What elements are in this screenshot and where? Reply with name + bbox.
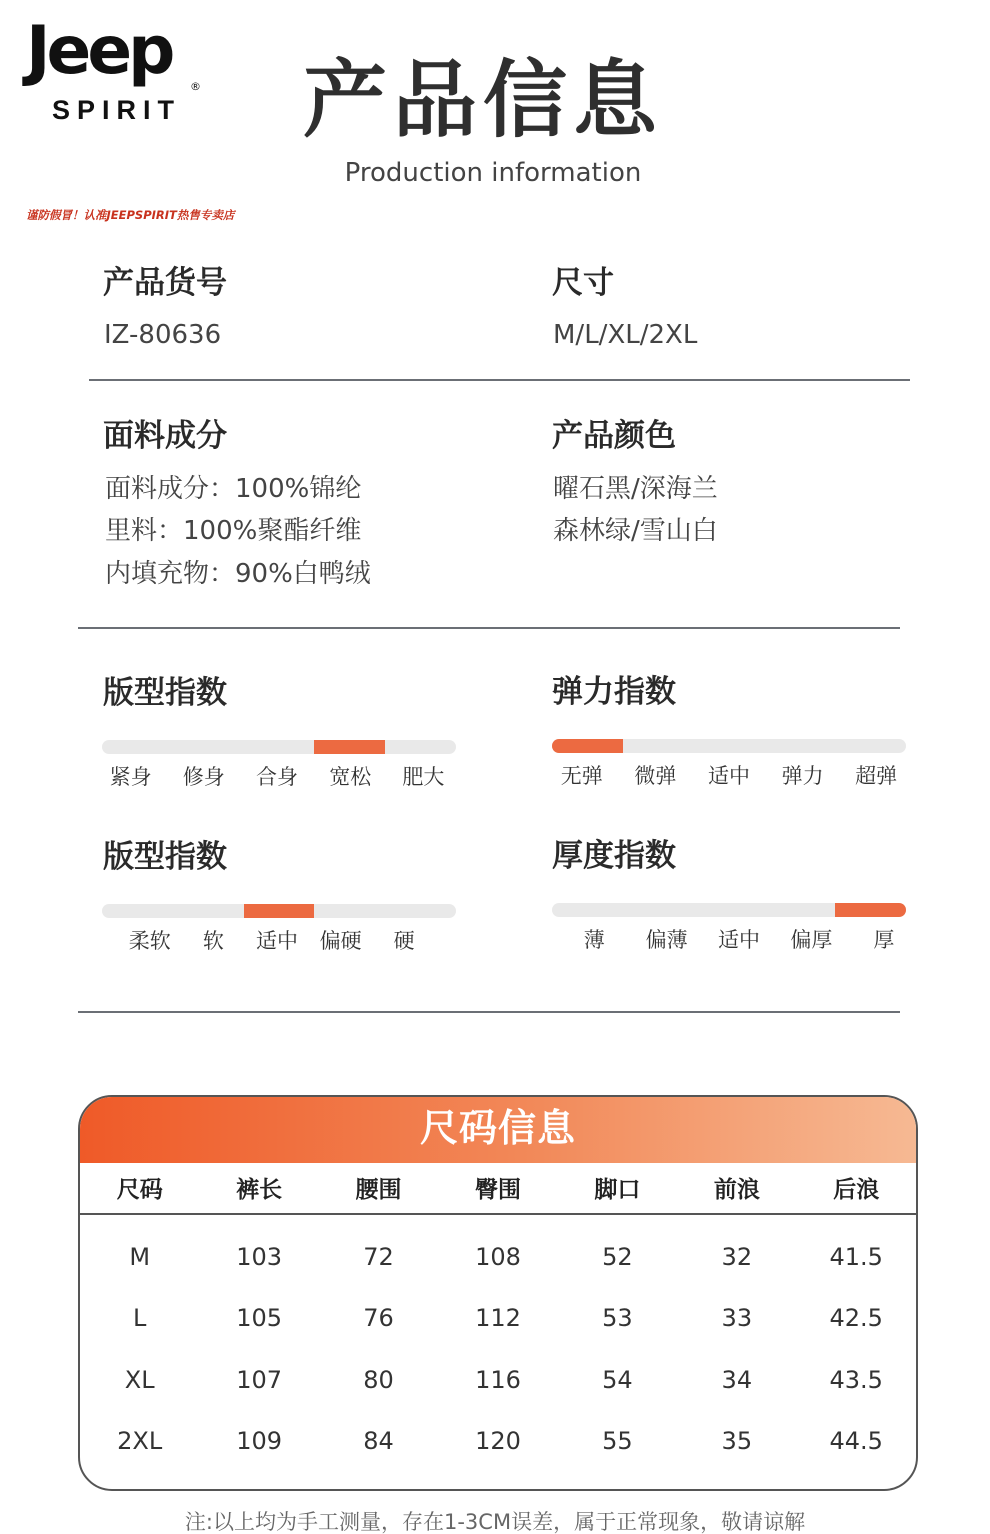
softness-index-fill <box>244 904 315 918</box>
thickness-index-options <box>558 930 920 951</box>
table-cell: L <box>133 1304 147 1332</box>
column-header: 臀围 <box>474 1177 521 1203</box>
index-option: 适中 <box>718 928 761 952</box>
fit-index-label: 版型指数 <box>103 675 227 711</box>
color-line: 曜石黑/深海兰 <box>553 474 718 504</box>
table-cell: 120 <box>475 1427 521 1455</box>
column-header: 尺码 <box>116 1177 163 1203</box>
fit-index-bar <box>102 740 456 754</box>
table-cell: 52 <box>602 1243 633 1271</box>
header-divider <box>80 1213 916 1215</box>
table-cell: 34 <box>721 1366 753 1394</box>
registered-mark: ® <box>190 80 201 93</box>
index-option: 无弹 <box>560 764 603 788</box>
table-cell: 76 <box>363 1304 394 1332</box>
table-row <box>80 1306 916 1330</box>
table-cell: 72 <box>363 1243 394 1271</box>
size-table-title: 尺码信息 <box>419 1106 576 1150</box>
index-option: 紧身 <box>109 765 152 789</box>
table-cell: 107 <box>236 1366 283 1394</box>
table-cell: 53 <box>602 1304 633 1332</box>
table-cell: 105 <box>236 1304 283 1332</box>
table-cell: M <box>129 1243 151 1271</box>
index-option: 修身 <box>182 765 225 789</box>
column-header: 裤长 <box>236 1177 283 1203</box>
table-cell: 42.5 <box>829 1304 883 1332</box>
index-option: 硬 <box>393 929 415 953</box>
index-option: 肥大 <box>402 765 445 789</box>
index-option: 超弹 <box>855 764 898 788</box>
column-header: 后浪 <box>833 1177 880 1203</box>
index-option: 偏厚 <box>790 928 833 952</box>
index-option: 适中 <box>255 929 298 953</box>
fit-index-fill <box>314 740 385 754</box>
index-option: 偏硬 <box>319 929 362 953</box>
page-title-wrap <box>0 51 990 149</box>
fit-index-options <box>94 767 460 788</box>
elasticity-index-fill <box>552 739 623 753</box>
table-cell: 54 <box>602 1366 633 1394</box>
table-cell: 108 <box>475 1243 521 1271</box>
size-table-card <box>78 1095 918 1491</box>
softness-index-bar <box>102 904 456 918</box>
elasticity-index-bar <box>552 739 906 753</box>
column-header: 前浪 <box>713 1177 760 1203</box>
table-cell: XL <box>124 1366 155 1394</box>
color-label: 产品颜色 <box>552 418 676 454</box>
table-cell: 55 <box>602 1427 633 1455</box>
index-option: 弹力 <box>781 764 824 788</box>
elasticity-index-label: 弹力指数 <box>552 674 676 710</box>
table-cell: 80 <box>363 1366 394 1394</box>
softness-index-label: 版型指数 <box>103 839 227 875</box>
size-label: 尺寸 <box>552 265 614 301</box>
index-option: 偏薄 <box>645 928 688 952</box>
color-line: 森林绿/雪山白 <box>553 516 718 546</box>
fabric-label: 面料成分 <box>103 418 227 454</box>
index-option: 厚 <box>873 928 895 952</box>
index-option: 柔软 <box>128 929 171 953</box>
table-cell: 32 <box>721 1243 753 1271</box>
table-cell: 35 <box>721 1427 753 1455</box>
thickness-index-fill <box>835 903 906 917</box>
table-cell: 2XL <box>117 1427 163 1455</box>
fabric-line: 里料：100%聚酯纤维 <box>105 516 362 546</box>
size-value: M/L/XL/2XL <box>553 320 698 350</box>
page-subtitle-wrap <box>0 160 990 186</box>
index-option: 微弹 <box>634 764 677 788</box>
table-cell: 43.5 <box>829 1366 883 1394</box>
elasticity-index-options <box>545 766 913 787</box>
table-row <box>80 1429 916 1453</box>
fabric-line: 面料成分：100%锦纶 <box>105 474 362 504</box>
thickness-index-label: 厚度指数 <box>552 838 676 874</box>
divider <box>89 379 910 381</box>
page-title: 产品信息 <box>302 51 663 149</box>
table-cell: 84 <box>363 1427 394 1455</box>
column-header: 脚口 <box>594 1177 641 1203</box>
thickness-index-bar <box>552 903 906 917</box>
brand-logo: Jeep <box>26 12 172 89</box>
table-cell: 116 <box>475 1366 521 1394</box>
item-no-value: IZ-80636 <box>104 320 222 350</box>
anti-counterfeit-warning: 谨防假冒！认准JEEPSPIRIT热售专卖店 <box>26 208 235 222</box>
size-table-header-row <box>80 1179 916 1202</box>
index-option: 宽松 <box>329 765 372 789</box>
table-cell: 41.5 <box>829 1243 883 1271</box>
index-option: 适中 <box>707 764 750 788</box>
divider <box>78 1011 900 1013</box>
column-header: 腰围 <box>355 1177 402 1203</box>
index-option: 薄 <box>583 928 605 952</box>
divider <box>78 627 900 629</box>
table-cell: 109 <box>236 1427 283 1455</box>
table-cell: 33 <box>721 1304 753 1332</box>
table-row <box>80 1368 916 1392</box>
fabric-line: 内填充物：90%白鸭绒 <box>105 559 371 589</box>
table-cell: 103 <box>236 1243 283 1271</box>
page-subtitle: Production information <box>344 158 642 188</box>
table-row <box>80 1245 916 1269</box>
table-cell: 112 <box>475 1304 521 1332</box>
softness-index-options <box>118 931 436 952</box>
item-no-label: 产品货号 <box>103 265 227 301</box>
index-option: 合身 <box>256 765 298 789</box>
index-option: 软 <box>202 929 224 953</box>
brand-sub: SPIRIT <box>52 95 182 125</box>
measurement-note: 注:以上均为手工测量，存在1-3CM误差，属于正常现象，敬请谅解 <box>184 1510 806 1534</box>
table-cell: 44.5 <box>829 1427 883 1455</box>
